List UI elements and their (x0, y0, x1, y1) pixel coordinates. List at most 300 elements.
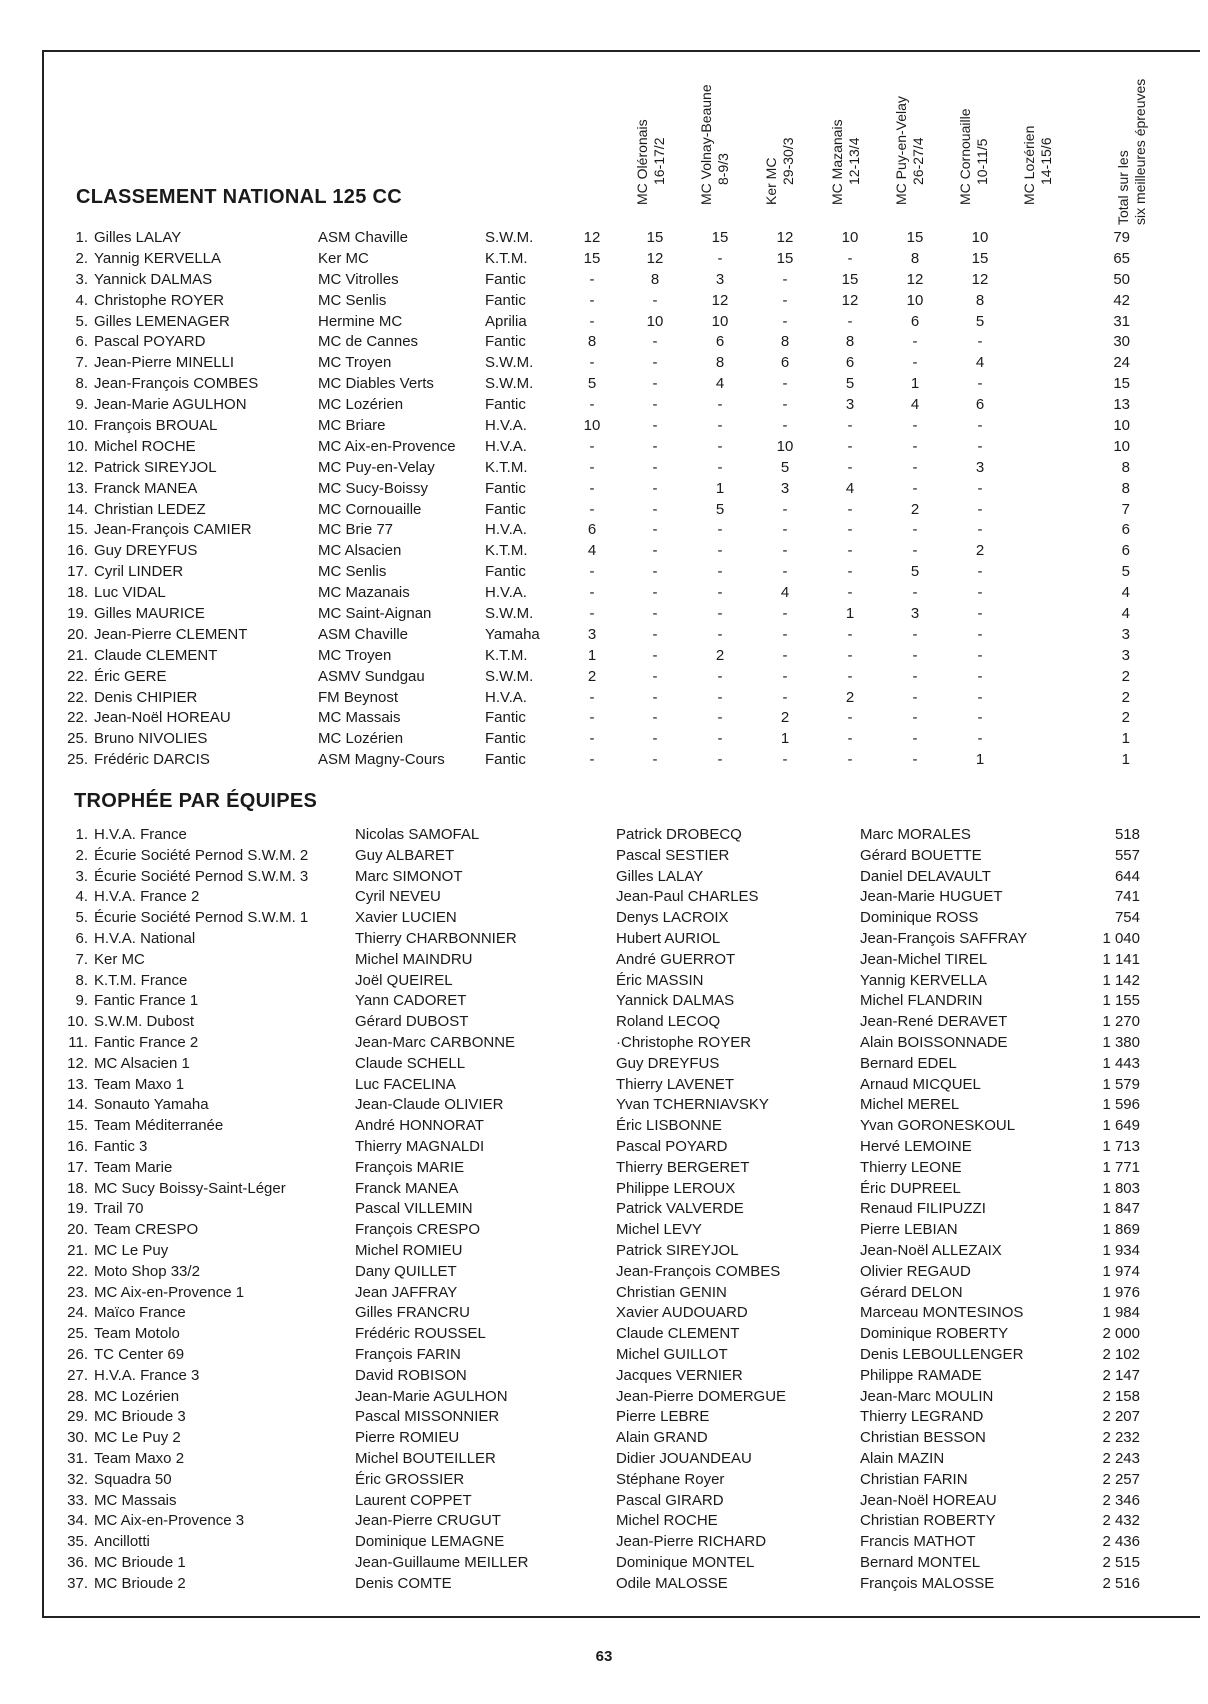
team-position: 4. (75, 888, 88, 906)
event-score: 12 (906, 270, 924, 288)
team-rider: ·Christophe ROYER (616, 1033, 752, 1051)
team-row (58, 846, 1188, 867)
team-position: 10. (67, 1013, 88, 1031)
team-total: 1 155 (1102, 992, 1140, 1010)
standings-row (58, 500, 1188, 521)
team-rider: Pascal SESTIER (616, 846, 730, 864)
event-score: - (847, 542, 853, 560)
team-total: 1 142 (1102, 971, 1140, 989)
event-score: - (782, 312, 788, 330)
team-rider: Laurent COPPET (355, 1491, 472, 1509)
rider-position: 10. (67, 417, 88, 435)
event-score: - (977, 646, 983, 664)
team-total: 2 346 (1102, 1491, 1140, 1509)
rider-club: MC Cornouaille (318, 500, 422, 518)
team-rider: Thierry BERGERET (616, 1158, 750, 1176)
team-total: 1 141 (1102, 950, 1140, 968)
event-score: - (912, 584, 918, 602)
event-score: 10 (646, 312, 664, 330)
rider-name: Jean-François CAMIER (94, 521, 252, 539)
team-position: 27. (67, 1366, 88, 1384)
team-rider: Pierre LEBRE (616, 1408, 710, 1426)
page-number: 63 (595, 1648, 613, 1665)
team-name: TC Center 69 (94, 1345, 185, 1363)
team-position: 14. (67, 1096, 88, 1114)
team-rider: Gérard BOUETTE (860, 846, 982, 864)
event-score: 10 (841, 229, 859, 246)
event-score: - (652, 354, 658, 372)
team-row (58, 867, 1188, 888)
event-score: 5 (587, 375, 597, 393)
rider-make: K.T.M. (485, 646, 528, 664)
rider-club: MC Vitrolles (318, 270, 399, 288)
team-position: 11. (68, 1033, 88, 1051)
team-row (58, 1179, 1188, 1200)
team-rider: Olivier REGAUD (860, 1262, 971, 1280)
team-rider: Thierry MAGNALDI (355, 1137, 485, 1155)
team-rider: Christian ROBERTY (860, 1512, 996, 1530)
event-header-date: 10-11/5 (974, 138, 990, 185)
event-score: - (717, 396, 723, 414)
rider-total: 50 (1113, 270, 1130, 288)
event-score: - (912, 437, 918, 455)
rider-position: 17. (67, 563, 88, 581)
event-score: 6 (587, 521, 597, 539)
team-row (58, 1407, 1188, 1428)
event-score: - (589, 270, 595, 288)
event-score: - (977, 625, 983, 643)
team-row (58, 971, 1188, 992)
team-name: H.V.A. France 2 (94, 888, 200, 906)
event-score: - (717, 458, 723, 476)
event-score: 2 (587, 667, 597, 685)
team-total: 1 771 (1102, 1158, 1140, 1176)
team-position: 35. (67, 1533, 88, 1551)
rider-total: 7 (1121, 500, 1130, 518)
event-header (893, 25, 953, 205)
event-score: 15 (906, 229, 924, 246)
rider-make: Fantic (485, 479, 526, 497)
team-rider: Éric MASSIN (616, 971, 704, 989)
event-score: 1 (845, 605, 855, 623)
rider-club: ASM Magny-Cours (318, 751, 445, 769)
team-rider: Jean-Noël ALLEZAIX (860, 1241, 1002, 1259)
team-position: 3. (75, 867, 88, 885)
event-score: 15 (971, 249, 989, 267)
rider-name: Franck MANEA (94, 479, 198, 497)
team-rider: Pascal GIRARD (616, 1491, 724, 1509)
event-header (763, 25, 823, 205)
event-score: - (782, 396, 788, 414)
team-position: 21. (67, 1241, 88, 1259)
team-row (58, 1428, 1188, 1449)
team-position: 36. (67, 1553, 88, 1571)
rider-total: 1 (1121, 730, 1130, 748)
team-rider: Yann CADORET (355, 992, 467, 1010)
standings-row (58, 604, 1188, 625)
event-score: - (589, 396, 595, 414)
rider-make: K.T.M. (485, 542, 528, 560)
team-name: Écurie Société Pernod S.W.M. 2 (94, 846, 309, 864)
rider-position: 25. (67, 730, 88, 748)
rider-name: Yannig KERVELLA (94, 249, 222, 267)
event-score: - (652, 542, 658, 560)
team-name: MC Aix-en-Provence 1 (94, 1283, 245, 1301)
rider-make: S.W.M. (485, 605, 534, 623)
team-total: 1 579 (1102, 1075, 1140, 1093)
rider-position: 25. (67, 751, 88, 769)
team-position: 31. (67, 1449, 88, 1467)
event-header-date: 26-27/4 (910, 137, 926, 185)
rider-position: 15. (67, 521, 88, 539)
team-name: MC Aix-en-Provence 3 (94, 1512, 245, 1530)
team-total: 2 515 (1102, 1553, 1140, 1571)
rider-total: 3 (1121, 625, 1130, 643)
team-name: S.W.M. Dubost (94, 1013, 195, 1031)
team-position: 37. (67, 1574, 88, 1592)
event-header-name: MC Volnay-Beaune (698, 84, 714, 205)
event-score: - (652, 605, 658, 623)
team-rider: Jean-Michel TIREL (860, 950, 988, 968)
team-rider: Jean-Noël HOREAU (860, 1491, 997, 1509)
team-name: H.V.A. National (94, 929, 196, 947)
event-score: - (782, 646, 788, 664)
team-total: 2 102 (1102, 1345, 1140, 1363)
team-row (58, 1387, 1188, 1408)
event-score: 10 (776, 437, 794, 455)
team-name: Moto Shop 33/2 (94, 1262, 200, 1280)
event-score: - (652, 458, 658, 476)
event-score: 12 (583, 229, 601, 246)
team-rider: Bernard MONTEL (860, 1553, 981, 1571)
event-score: - (589, 458, 595, 476)
team-row (58, 1324, 1188, 1345)
rider-name: Gilles LALAY (94, 229, 182, 246)
team-row (58, 1491, 1188, 1512)
team-rider: Christian BESSON (860, 1429, 986, 1447)
team-rider: Denis LEBOULLENGER (860, 1345, 1024, 1363)
standings-row (58, 395, 1188, 416)
event-score: 4 (715, 375, 725, 393)
rider-make: Fantic (485, 563, 526, 581)
rider-name: Jean-Marie AGULHON (94, 396, 247, 414)
team-rider: Pascal MISSONNIER (355, 1408, 500, 1426)
rider-club: MC Senlis (318, 291, 387, 309)
event-header (829, 25, 889, 205)
event-score: 3 (715, 270, 725, 288)
team-rider: Michel FLANDRIN (860, 992, 983, 1010)
event-score: - (782, 270, 788, 288)
team-rider: Michel MEREL (860, 1096, 960, 1114)
standings-row (58, 729, 1188, 750)
event-score: 12 (971, 270, 989, 288)
team-rider: Patrick VALVERDE (616, 1200, 744, 1218)
team-position: 16. (67, 1137, 88, 1155)
rider-name: Yannick DALMAS (94, 270, 213, 288)
team-rider: Michel ROCHE (616, 1512, 718, 1530)
event-score: 1 (910, 375, 920, 393)
team-rider: Pierre ROMIEU (355, 1429, 460, 1447)
event-score: - (782, 625, 788, 643)
classement-title: CLASSEMENT NATIONAL 125 CC (76, 186, 402, 208)
rider-make: Aprilia (485, 312, 527, 330)
team-name: Ker MC (94, 950, 145, 968)
event-score: - (652, 437, 658, 455)
event-score: - (847, 417, 853, 435)
rider-position: 8. (75, 375, 88, 393)
event-score: - (977, 709, 983, 727)
event-score: 8 (780, 333, 790, 351)
event-score: 12 (776, 229, 794, 246)
team-rider: Franck MANEA (355, 1179, 459, 1197)
team-name: Team Maxo 2 (94, 1449, 185, 1467)
event-score: - (589, 709, 595, 727)
event-score: 3 (910, 605, 920, 623)
team-rider: Hervé LEMOINE (860, 1137, 972, 1155)
rider-name: Frédéric DARCIS (94, 751, 210, 769)
team-rider: Alain GRAND (616, 1429, 708, 1447)
event-score: 1 (780, 730, 790, 748)
event-score: - (912, 542, 918, 560)
team-position: 23. (67, 1283, 88, 1301)
rider-club: MC Briare (318, 417, 386, 435)
team-name: Écurie Société Pernod S.W.M. 1 (94, 909, 309, 927)
team-rider: Claude CLEMENT (616, 1325, 740, 1343)
team-rider: Frédéric ROUSSEL (355, 1325, 486, 1343)
team-rider: Patrick DROBECQ (616, 826, 742, 843)
team-row (58, 1366, 1188, 1387)
team-name: Team Méditerranée (94, 1117, 224, 1135)
rider-make: Fantic (485, 500, 526, 518)
team-name: MC Sucy Boissy-Saint-Léger (94, 1179, 286, 1197)
team-row (58, 929, 1188, 950)
rider-club: MC Troyen (318, 354, 392, 372)
event-score: - (589, 312, 595, 330)
event-score: 4 (780, 584, 790, 602)
event-score: - (782, 500, 788, 518)
event-score: 4 (975, 354, 985, 372)
event-score: - (717, 542, 723, 560)
event-score: 2 (975, 542, 985, 560)
team-position: 8. (75, 971, 88, 989)
event-header-date: 16-17/2 (651, 137, 667, 185)
team-rider: Thierry CHARBONNIER (355, 929, 517, 947)
rider-total: 15 (1113, 375, 1130, 393)
event-header (957, 25, 1017, 205)
team-name: Sonauto Yamaha (94, 1096, 209, 1114)
team-rider: François MARIE (355, 1158, 465, 1176)
event-header-date: 12-13/4 (846, 137, 862, 185)
event-header (698, 25, 758, 205)
rider-make: Fantic (485, 396, 526, 414)
event-score: 10 (583, 417, 601, 435)
team-rider: Gilles FRANCRU (355, 1304, 471, 1322)
rider-name: Jean-Pierre MINELLI (94, 354, 235, 372)
event-score: - (717, 521, 723, 539)
event-score: 15 (711, 229, 729, 246)
rider-total: 42 (1113, 291, 1130, 309)
rider-name: Luc VIDAL (94, 584, 166, 602)
team-rider: Alain MAZIN (860, 1449, 945, 1467)
rider-position: 21. (67, 646, 88, 664)
team-rider: Hubert AURIOL (616, 929, 721, 947)
event-score: - (589, 605, 595, 623)
rider-position: 20. (67, 625, 88, 643)
event-header-name: MC Oléronais (634, 119, 650, 205)
team-rider: François CRESPO (355, 1221, 481, 1239)
rider-club: MC Sucy-Boissy (318, 479, 429, 497)
event-score: - (589, 584, 595, 602)
event-score: - (912, 417, 918, 435)
rider-club: MC Saint-Aignan (318, 605, 432, 623)
event-score: 3 (975, 458, 985, 476)
rider-total: 2 (1121, 667, 1130, 685)
team-rider: Christian GENIN (616, 1283, 727, 1301)
team-total: 518 (1114, 826, 1140, 843)
team-rider: Marc MORALES (860, 826, 971, 843)
team-rider: David ROBISON (355, 1366, 467, 1384)
event-score: - (847, 646, 853, 664)
team-total: 2 232 (1102, 1429, 1140, 1447)
event-score: - (977, 667, 983, 685)
standings-row (58, 374, 1188, 395)
rider-make: H.V.A. (485, 688, 527, 706)
rider-make: Fantic (485, 270, 526, 288)
rider-total: 1 (1121, 751, 1130, 769)
team-rider: Philippe RAMADE (860, 1366, 982, 1384)
rider-make: K.T.M. (485, 249, 528, 267)
team-name: Fantic France 1 (94, 992, 199, 1010)
rider-name: Jean-François COMBES (94, 375, 259, 393)
rider-position: 6. (75, 333, 88, 351)
rider-total: 4 (1121, 584, 1130, 602)
team-row (58, 1574, 1188, 1595)
event-score: - (652, 667, 658, 685)
team-name: Team Maxo 1 (94, 1075, 185, 1093)
event-score: - (977, 417, 983, 435)
team-rider: Renaud FILIPUZZI (860, 1200, 986, 1218)
event-score: - (652, 751, 658, 769)
team-rider: Gérard DUBOST (355, 1013, 469, 1031)
team-name: MC Brioude 1 (94, 1553, 186, 1571)
rider-club: MC Alsacien (318, 542, 402, 560)
team-row (58, 1283, 1188, 1304)
team-rider: Jean-Guillaume MEILLER (355, 1553, 529, 1571)
team-rider: Michel MAINDRU (355, 950, 473, 968)
event-score: - (652, 688, 658, 706)
team-position: 9. (75, 992, 88, 1010)
team-position: 29. (67, 1408, 88, 1426)
event-score: 15 (841, 270, 859, 288)
event-score: 15 (776, 249, 794, 267)
event-score: - (652, 500, 658, 518)
event-score: 6 (975, 396, 985, 414)
rider-club: MC Massais (318, 709, 401, 727)
event-score: 2 (715, 646, 725, 664)
event-score: 5 (975, 312, 985, 330)
team-rider: Philippe LEROUX (616, 1179, 736, 1197)
team-row (58, 1553, 1188, 1574)
team-rider: Michel BOUTEILLER (355, 1449, 496, 1467)
rider-position: 4. (75, 291, 88, 309)
rider-position: 7. (75, 354, 88, 372)
standings-row (58, 583, 1188, 604)
event-header-name: MC Cornouaille (957, 108, 973, 205)
team-rider: Marceau MONTESINOS (860, 1304, 1024, 1322)
team-row (58, 1449, 1188, 1470)
team-total: 1 976 (1102, 1283, 1140, 1301)
event-header-name: Ker MC (763, 157, 779, 205)
team-row (58, 1532, 1188, 1553)
event-score: - (652, 584, 658, 602)
standings-row (58, 708, 1188, 729)
team-row (58, 1345, 1188, 1366)
event-score: - (977, 584, 983, 602)
rider-position: 12. (67, 458, 88, 476)
event-header (634, 25, 694, 205)
event-score: - (782, 667, 788, 685)
event-score: - (652, 291, 658, 309)
rider-name: Christophe ROYER (94, 291, 225, 309)
team-position: 1. (75, 826, 88, 843)
rider-name: Denis CHIPIER (94, 688, 198, 706)
team-row (58, 908, 1188, 929)
rider-name: Jean-Noël HOREAU (94, 709, 231, 727)
event-score: - (782, 605, 788, 623)
rider-position: 3. (75, 270, 88, 288)
team-total: 2 207 (1102, 1408, 1140, 1426)
team-rider: Guy ALBARET (355, 846, 455, 864)
event-score: - (847, 458, 853, 476)
team-rider: Jean-Marc CARBONNE (355, 1033, 516, 1051)
standings-row (58, 625, 1188, 646)
rider-club: MC de Cannes (318, 333, 419, 351)
team-rider: Nicolas SAMOFAL (355, 826, 480, 843)
rider-club: ASM Chaville (318, 229, 409, 246)
team-position: 19. (67, 1200, 88, 1218)
rider-name: Guy DREYFUS (94, 542, 198, 560)
team-rider: Marc SIMONOT (355, 867, 463, 885)
team-rider: Jean-René DERAVET (860, 1013, 1008, 1031)
team-position: 13. (67, 1075, 88, 1093)
rider-position: 1. (75, 229, 88, 246)
event-score: 1 (715, 479, 725, 497)
rider-total: 30 (1113, 333, 1130, 351)
event-score: 5 (780, 458, 790, 476)
rider-make: S.W.M. (485, 667, 534, 685)
team-total: 1 040 (1102, 929, 1140, 947)
event-score: 12 (646, 249, 664, 267)
team-total: 1 713 (1102, 1137, 1140, 1155)
event-score: - (717, 625, 723, 643)
rider-name: Gilles LEMENAGER (94, 312, 230, 330)
event-score: - (912, 458, 918, 476)
event-score: - (717, 584, 723, 602)
rider-name: Pascal POYARD (94, 333, 206, 351)
event-score: - (652, 521, 658, 539)
rider-position: 19. (67, 605, 88, 623)
team-rider: André GUERROT (616, 950, 736, 968)
team-position: 15. (67, 1117, 88, 1135)
rider-total: 79 (1113, 229, 1130, 246)
team-total: 2 436 (1102, 1533, 1140, 1551)
team-rider: Daniel DELAVAULT (860, 867, 991, 885)
team-rider: Gérard DELON (860, 1283, 963, 1301)
team-rider: François FARIN (355, 1345, 461, 1363)
event-score: 8 (975, 291, 985, 309)
event-score: 2 (845, 688, 855, 706)
team-name: MC Massais (94, 1491, 177, 1509)
